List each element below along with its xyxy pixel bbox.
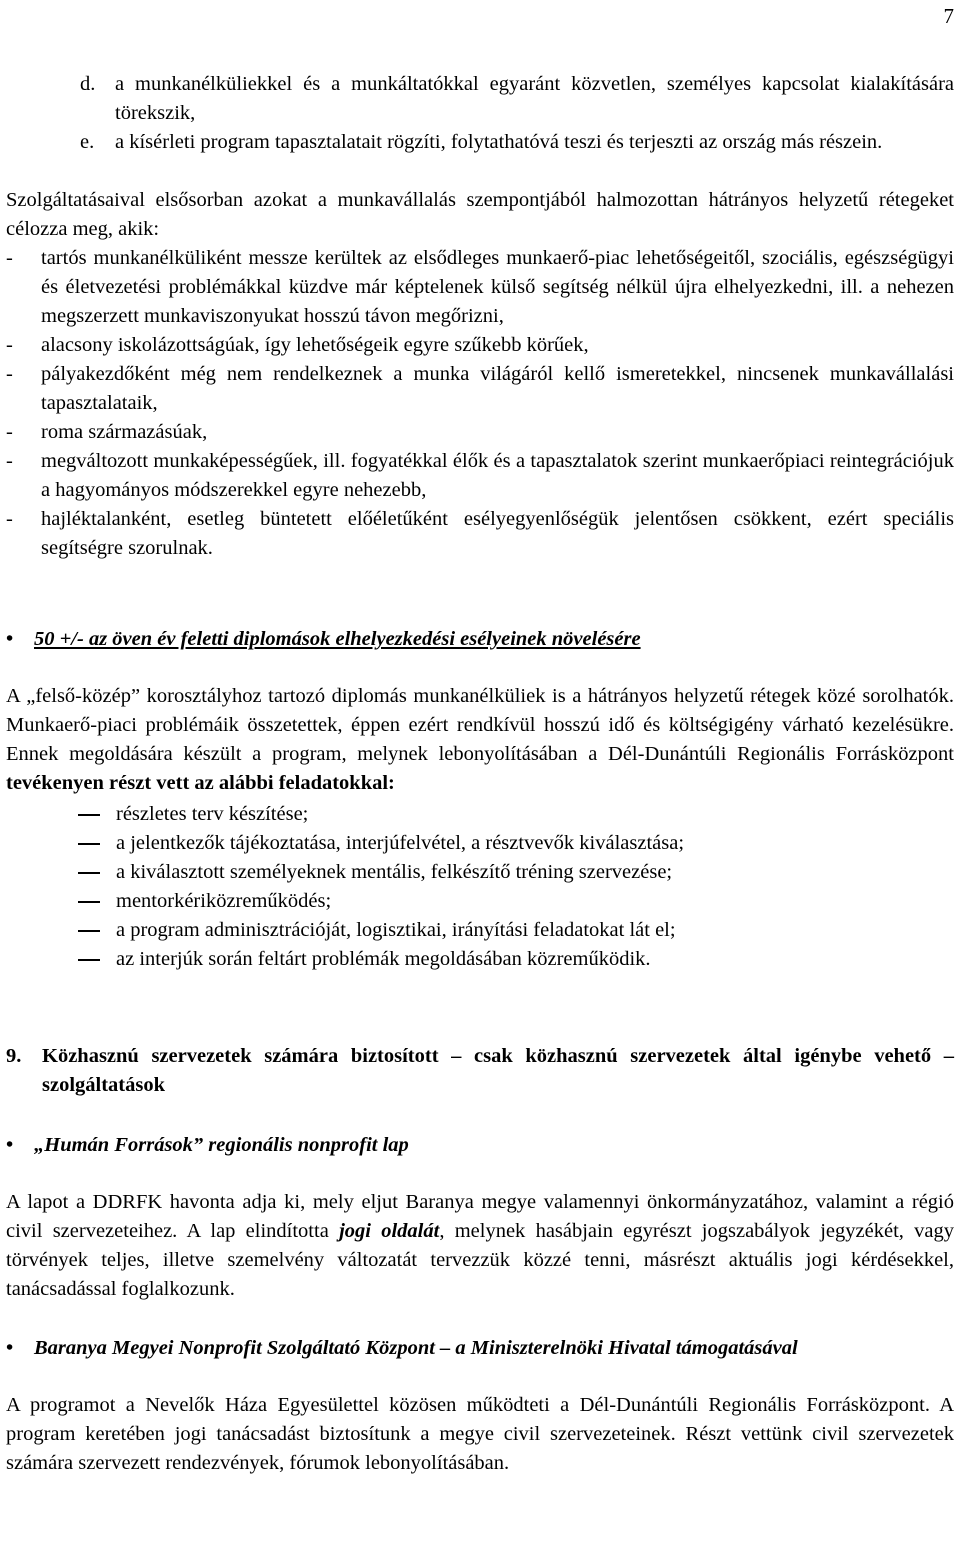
- dash-marker: -: [6, 334, 13, 356]
- dash-marker: -: [6, 508, 13, 530]
- list-item-text: a kísérleti program tapasztalatait rögzíti, folytathatóvá teszi és terjeszti az ország más részein.: [115, 131, 883, 153]
- paragraph-text: A „felső-közép” korosztályhoz tartozó diplomás munkanélküliek is a hátrányos helyzetű rétegek közé sorolhatók. Munkaerő-piaci problémáik összetettek, éppen ezért rendkívül hosszú idő és költségigény várható kezelésükre. Ennek megoldására készült a program, melynek lebonyolításában a Dél-Dunántúli Regionális Forrásközpont: [6, 685, 954, 765]
- section-heading: [6, 1334, 954, 1363]
- list-item: [80, 128, 954, 157]
- paragraph-text: , melynek hasábjain egyrészt jogszabályok jegyzékét, vagy törvények teljes, illetve szemelvény változatát tervezzük közzé tenni, másrészt aktuális jogi kérdésekkel, tanácsadással foglalkozunk.: [6, 1220, 955, 1300]
- list-item-text: mentorkériközreműködés;: [116, 890, 332, 912]
- section-heading-text: „Humán Források” regionális nonprofit lap: [34, 1134, 409, 1156]
- list-item-text: tartós munkanélküliként messze kerültek az elsődleges munkaerő-piac lehetőségeitől, szociális, egészségügyi és életvezetési problémákkal küzdve már képtelenek külső segítség nélkül újra elhelyezkedni, ill. a nehezen megszerzett munkaviszonyukat hosszú távon megőrizni,: [41, 247, 954, 327]
- list-item: [6, 244, 954, 331]
- lettered-list: [80, 70, 954, 157]
- list-item-text: alacsony iskolázottságúak, így lehetőségeik egyre szűkebb körűek,: [41, 334, 589, 356]
- dash-icon: [78, 814, 100, 816]
- list-item-text: roma származásúak,: [41, 421, 208, 443]
- dash-icon: [78, 930, 100, 932]
- list-item: [6, 331, 954, 360]
- dash-marker: -: [6, 363, 13, 385]
- list-item-text: hajléktalanként, esetleg büntetett előéletűként esélyegyenlőségük jelentősen csökkent, ezért speciális segítségre szorulnak.: [41, 508, 954, 559]
- list-item-text: részletes terv készítése;: [116, 803, 309, 825]
- list-item-text: a program adminisztrációját, logisztikai, irányítási feladatokat lát el;: [116, 919, 676, 941]
- diploma-paragraph: [6, 682, 954, 798]
- page-number: 7: [943, 4, 954, 28]
- paragraph-bold-text: tevékenyen részt vett az alábbi feladatokkal:: [6, 772, 395, 794]
- dash-icon: [78, 959, 100, 961]
- paragraph-emphasis: jogi oldalát: [339, 1220, 440, 1242]
- list-item: [6, 800, 954, 829]
- list-item-text: pályakezdőként még nem rendelkeznek a munka világáról kellő ismeretekkel, nincsenek munkavállalási tapasztalataik,: [41, 363, 954, 414]
- lap-paragraph: [6, 1188, 954, 1304]
- section-heading: [6, 1131, 954, 1160]
- list-item-text: megváltozott munkaképességűek, ill. fogyatékkal élők és a tapasztalatok szerint munkaerőpiaci reintegrációjuk a hagyományos módszerekkel egyre nehezebb,: [41, 450, 954, 501]
- section-9: [6, 1042, 954, 1100]
- diploma-section: [6, 625, 954, 974]
- bullet-icon: •: [6, 1134, 14, 1156]
- task-list: [6, 800, 954, 974]
- bullet-icon: •: [6, 628, 14, 650]
- list-item: [6, 858, 954, 887]
- dash-marker: -: [6, 421, 13, 443]
- dash-icon: [78, 843, 100, 845]
- section-heading-text: Közhasznú szervezetek számára biztosított – csak közhasznú szervezetek által igénybe vehető – szolgáltatások: [42, 1045, 954, 1096]
- baranya-section: [6, 1334, 954, 1478]
- list-item: [6, 829, 954, 858]
- section-number: 9.: [6, 1045, 22, 1067]
- list-item-text: a munkanélküliekkel és a munkáltatókkal egyaránt közvetlen, személyes kapcsolat kialakítására törekszik,: [115, 73, 954, 124]
- humanforrasok-section: [6, 1131, 954, 1304]
- list-item: [6, 945, 954, 974]
- dash-marker: -: [6, 247, 13, 269]
- section-9-heading: [6, 1042, 954, 1100]
- list-item-label: d.: [80, 73, 96, 95]
- paragraph-text: A lapot a DDRFK havonta adja ki, mely eljut Baranya megye valamennyi önkormányzatához, valamint a régió civil szervezeteihez. A lap elindította: [6, 1191, 954, 1242]
- section-heading-text: 50 +/- az öven év feletti diplomások elhelyezkedési esélyeinek növelésére: [34, 628, 641, 650]
- list-item-label: e.: [80, 131, 95, 153]
- list-item: [6, 916, 954, 945]
- section-heading: [6, 625, 954, 654]
- bullet-icon: •: [6, 1337, 14, 1359]
- dash-icon: [78, 872, 100, 874]
- list-item-text: a jelentkezők tájékoztatása, interjúfelvétel, a résztvevők kiválasztása;: [116, 832, 685, 854]
- list-item: [6, 505, 954, 563]
- list-item: [6, 418, 954, 447]
- section-heading-text: Baranya Megyei Nonprofit Szolgáltató Központ – a Miniszterelnöki Hivatal támogatásával: [34, 1337, 798, 1359]
- target-group-list: [6, 244, 954, 563]
- baranya-paragraph: A programot a Nevelők Háza Egyesülettel közösen működteti a Dél-Dunántúli Regionális Forrásközpont. A program keretében jogi tanácsadást biztosítunk a megye civil szervezeteinek. Részt vettünk civil szervezetek számára szervezett rendezvények, fórumok lebonyolításában.: [6, 1394, 954, 1474]
- list-item: [6, 447, 954, 505]
- list-item: [6, 887, 954, 916]
- dash-icon: [78, 901, 100, 903]
- intro-paragraph: Szolgáltatásaival elsősorban azokat a munkavállalás szempontjából halmozottan hátrányos helyzetű rétegeket célozza meg, akik:: [6, 189, 954, 240]
- dash-marker: -: [6, 450, 13, 472]
- list-item-text: a kiválasztott személyeknek mentális, felkészítő tréning szervezése;: [116, 861, 673, 883]
- target-groups-section: [6, 186, 954, 563]
- list-item: [6, 360, 954, 418]
- list-item-text: az interjúk során feltárt problémák megoldásában közreműködik.: [116, 948, 651, 970]
- list-item: [80, 70, 954, 128]
